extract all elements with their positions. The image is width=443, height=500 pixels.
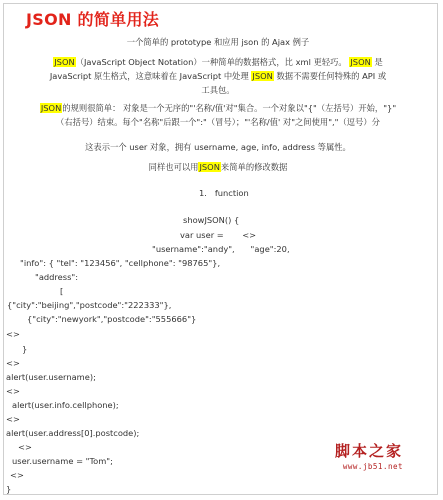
watermark-url: www.jb51.net xyxy=(342,462,404,471)
text-span: （右括号）结束。每个"名称"后跟一个":"（冒号）；"'名称/值' 对"之间使用","（逗号）分 xyxy=(56,117,380,127)
code-line: var user = <> xyxy=(180,230,257,240)
json-highlight: JSON xyxy=(40,103,62,113)
code-line: showJSON() { xyxy=(183,215,240,225)
page-title: JSON 的简单用法 xyxy=(26,10,160,29)
paragraph-user-object: 这表示一个 user 对象，拥有 username, age, info, address 等属性。 xyxy=(85,142,351,152)
text-span: （JavaScript Object Notation）一种简单的数据格式，比 xml 更轻巧。 xyxy=(75,57,347,67)
code-line: <> xyxy=(6,414,20,424)
code-line: alert(user.username); xyxy=(6,372,96,382)
code-line: alert(user.info.cellphone); xyxy=(12,400,119,410)
json-highlight: JSON xyxy=(350,57,371,67)
code-line: 1. function xyxy=(199,188,249,198)
text-span: 同样也可以用 xyxy=(148,162,199,172)
code-line: "address": xyxy=(35,272,79,282)
code-line: <> xyxy=(6,358,20,368)
json-highlight: JSON xyxy=(54,57,75,67)
code-line: "info": { "tel": "123456", "cellphone": "98765"}, xyxy=(20,258,221,268)
paragraph-modify-data xyxy=(18,160,418,174)
code-line: <> xyxy=(10,470,24,480)
text-span: 数据不需要任何特殊的 API 或 xyxy=(276,71,387,81)
text-span: 的规则很简单： 对象是一个无序的"'名称/值'对"集合。一个对象以"{"（左括号）开始，"}" xyxy=(62,103,397,113)
json-highlight: JSON xyxy=(252,71,273,81)
code-line: {"city":"newyork","postcode":"555666"} xyxy=(27,314,197,324)
code-line: <> xyxy=(6,386,20,396)
paragraph-json-rules xyxy=(14,101,422,129)
code-line: [ xyxy=(60,286,64,296)
code-line: <> xyxy=(6,329,20,339)
code-line: "username":"andy", "age":20, xyxy=(152,244,290,254)
code-line: {"city":"beijing","postcode":"222333"}, xyxy=(7,300,172,310)
text-span: JavaScript 原生格式，这意味着在 JavaScript 中处理 xyxy=(49,71,249,81)
watermark-name: 脚本之家 xyxy=(335,442,404,460)
code-line: <> xyxy=(18,442,32,452)
paragraph-json-intro xyxy=(18,55,418,97)
code-line: user.username = "Tom"; xyxy=(12,456,113,466)
code-line: alert(user.address[0].postcode); xyxy=(6,428,140,438)
code-line: } xyxy=(22,344,28,354)
code-line: } xyxy=(6,484,12,494)
site-watermark xyxy=(335,440,403,471)
text-span: 来简单的修改数据 xyxy=(220,162,288,172)
text-span: 工具包。 xyxy=(201,85,235,95)
intro-text: 一个简单的 prototype 和应用 json 的 Ajax 例子 xyxy=(126,37,310,47)
text-span: 是 xyxy=(374,57,383,67)
json-highlight: JSON xyxy=(199,162,220,172)
